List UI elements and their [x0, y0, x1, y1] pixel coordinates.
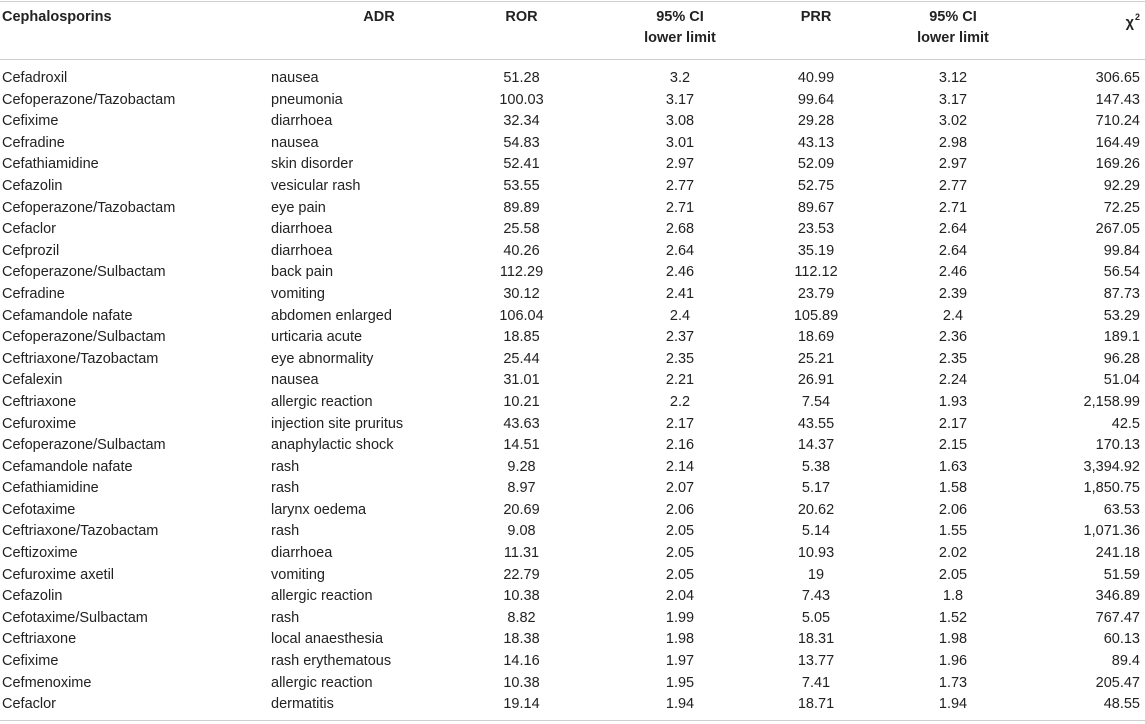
cell-ror: 20.69	[503, 501, 540, 518]
table-row	[0, 478, 1145, 500]
table-row	[0, 565, 1145, 587]
cell-ror-ci-lower: 2.37	[665, 329, 695, 346]
cell-prr: 18.69	[797, 329, 835, 346]
cell-prr: 105.89	[793, 307, 839, 324]
cell-chi-square: 1,850.75	[1083, 480, 1140, 497]
cell-ror-ci-lower: 2.21	[665, 372, 695, 389]
cell-ror-ci-lower: 2.07	[665, 480, 695, 497]
cell-prr: 25.21	[797, 350, 835, 367]
table-row	[0, 90, 1145, 112]
cell-adr: abdomen enlarged	[271, 307, 392, 324]
cell-prr-ci-lower: 2.06	[938, 501, 968, 518]
table-row	[0, 414, 1145, 436]
cell-ror: 40.26	[503, 242, 540, 259]
cell-chi-square: 63.53	[1103, 501, 1140, 518]
cell-prr-ci-lower: 2.17	[938, 415, 968, 432]
cell-ror-ci-lower: 2.77	[665, 177, 695, 194]
cell-ror-ci-lower: 1.99	[665, 609, 695, 626]
cell-chi-square: 164.49	[1095, 134, 1140, 151]
cell-prr: 18.31	[797, 631, 835, 648]
cell-ror: 8.97	[507, 480, 536, 497]
cell-drug: Cefathiamidine	[2, 480, 99, 497]
cell-prr: 7.41	[801, 674, 831, 691]
cell-ror: 25.44	[503, 350, 540, 367]
cell-prr-ci-lower: 2.24	[938, 372, 968, 389]
cell-drug: Cefixime	[2, 113, 59, 130]
cell-chi-square: 189.1	[1103, 329, 1140, 346]
cell-prr-ci-lower: 3.17	[938, 91, 968, 108]
cell-prr-ci-lower: 2.39	[938, 285, 968, 302]
cell-ror: 53.55	[503, 177, 540, 194]
cell-chi-square: 72.25	[1103, 199, 1140, 216]
cell-chi-square: 96.28	[1103, 350, 1140, 367]
cell-prr-ci-lower: 2.02	[938, 545, 968, 562]
table-row	[0, 500, 1145, 522]
cell-ror-ci-lower: 3.2	[669, 70, 691, 86]
cell-chi-square: 170.13	[1095, 437, 1140, 454]
table-row	[0, 543, 1145, 565]
table-row	[0, 521, 1145, 543]
header-prr: PRR	[753, 2, 879, 60]
cell-adr: diarrhoea	[271, 242, 333, 259]
table-row	[0, 629, 1145, 651]
cell-ror-ci-lower: 3.08	[665, 113, 695, 130]
cell-ror-ci-lower: 2.05	[665, 545, 695, 562]
cell-ror-ci-lower: 2.71	[665, 199, 695, 216]
cell-ror: 32.34	[503, 113, 540, 130]
cell-drug: Cefoperazone/Tazobactam	[2, 91, 176, 108]
cell-adr: urticaria acute	[271, 329, 363, 346]
cell-prr-ci-lower: 3.02	[938, 113, 968, 130]
cell-ror: 31.01	[503, 372, 540, 389]
table-row	[0, 306, 1145, 328]
header-cephalosporins: Cephalosporins	[0, 2, 262, 60]
cell-ror-ci-lower: 3.17	[665, 91, 695, 108]
cell-ror-ci-lower: 2.06	[665, 501, 695, 518]
cell-chi-square: 56.54	[1103, 264, 1140, 281]
table-row	[0, 457, 1145, 479]
cell-drug: Cefoperazone/Sulbactam	[2, 329, 166, 346]
cell-drug: Cefoperazone/Sulbactam	[2, 264, 166, 281]
cell-ror: 106.04	[499, 307, 544, 324]
cell-drug: Cefotaxime/Sulbactam	[2, 609, 148, 626]
cell-ror: 30.12	[503, 285, 540, 302]
cell-prr-ci-lower: 1.8	[942, 588, 964, 605]
table-row	[0, 60, 1145, 90]
cell-ror-ci-lower: 2.46	[665, 264, 695, 281]
cell-drug: Cefradine	[2, 285, 65, 302]
cell-chi-square: 89.4	[1111, 653, 1140, 670]
cell-chi-square: 51.04	[1103, 372, 1140, 389]
cell-prr-ci-lower: 2.05	[938, 566, 968, 583]
cell-prr-ci-lower: 1.52	[938, 609, 968, 626]
cell-prr-ci-lower: 1.98	[938, 631, 968, 648]
cell-prr-ci-lower: 1.73	[938, 674, 968, 691]
cell-adr: rash	[271, 458, 300, 475]
cell-prr: 5.14	[801, 523, 831, 540]
cell-prr-ci-lower: 1.58	[938, 480, 968, 497]
cell-ror: 18.85	[503, 329, 540, 346]
cell-adr: injection site pruritus	[271, 415, 404, 432]
cell-ror: 10.38	[503, 588, 540, 605]
table-row	[0, 154, 1145, 176]
cell-adr: vesicular rash	[271, 177, 361, 194]
table-row	[0, 586, 1145, 608]
table-row	[0, 133, 1145, 155]
cell-ror-ci-lower: 2.41	[665, 285, 695, 302]
cell-ror-ci-lower: 2.04	[665, 588, 695, 605]
cell-chi-square: 92.29	[1103, 177, 1140, 194]
cell-chi-square: 99.84	[1103, 242, 1140, 259]
cell-ror: 14.51	[503, 437, 540, 454]
cell-prr: 13.77	[797, 653, 835, 670]
cell-adr: vomiting	[271, 566, 325, 583]
cell-adr: rash	[271, 609, 300, 626]
cell-drug: Cefamandole nafate	[2, 458, 133, 475]
header-prr-ci-line2: lower limit	[917, 30, 989, 46]
cell-prr: 52.09	[797, 156, 835, 173]
cell-chi-square: 87.73	[1103, 285, 1140, 302]
cell-drug: Cefaclor	[2, 221, 56, 238]
cell-drug: Cefalexin	[2, 372, 63, 389]
cell-drug: Ceftriaxone	[2, 631, 77, 648]
cell-prr: 112.12	[794, 264, 838, 281]
cell-ror: 43.63	[503, 415, 540, 432]
cell-prr-ci-lower: 2.4	[942, 307, 964, 324]
cell-ror-ci-lower: 1.97	[665, 653, 695, 670]
header-row	[0, 2, 1145, 60]
table-row	[0, 219, 1145, 241]
cell-prr: 14.37	[797, 437, 835, 454]
cell-prr: 43.55	[797, 415, 835, 432]
cell-ror: 22.79	[503, 566, 540, 583]
cell-drug: Cefuroxime axetil	[2, 566, 115, 583]
cell-adr: allergic reaction	[271, 588, 373, 605]
cell-prr-ci-lower: 2.15	[938, 437, 968, 454]
cell-adr: allergic reaction	[271, 393, 373, 410]
header-chi-square	[1027, 2, 1145, 60]
cell-adr: skin disorder	[271, 156, 354, 173]
table-row	[0, 392, 1145, 414]
table-row	[0, 435, 1145, 457]
cell-prr: 5.38	[801, 458, 831, 475]
cell-prr: 43.13	[797, 134, 835, 151]
cell-adr: eye abnormality	[271, 350, 374, 367]
header-adr: ADR	[262, 2, 436, 60]
cell-adr: pneumonia	[271, 91, 343, 108]
cell-chi-square: 346.89	[1095, 588, 1140, 605]
header-prr-ci-line1: 95% CI	[929, 9, 977, 25]
cell-prr: 18.71	[753, 694, 879, 720]
cell-prr: 10.93	[797, 545, 835, 562]
cell-drug: Ceftriaxone/Tazobactam	[2, 350, 159, 367]
cell-prr: 26.91	[797, 372, 835, 389]
cell-chi-square: 306.65	[1095, 70, 1140, 86]
cell-ror: 9.28	[507, 458, 536, 475]
cell-chi-square: 710.24	[1095, 113, 1140, 130]
cell-prr-ci-lower: 3.12	[938, 70, 968, 86]
cell-chi-square: 42.5	[1111, 415, 1140, 432]
cell-drug: Cefprozil	[2, 242, 60, 259]
cell-drug: Cefathiamidine	[2, 156, 99, 173]
cell-prr: 20.62	[797, 501, 835, 518]
table-row	[0, 673, 1145, 695]
cell-chi-square: 767.47	[1095, 609, 1140, 626]
cell-prr-ci-lower: 1.55	[938, 523, 968, 540]
cell-ror: 11.31	[503, 545, 540, 562]
cell-chi-square: 267.05	[1095, 221, 1140, 238]
cell-prr: 23.79	[797, 285, 835, 302]
cell-drug: Cefmenoxime	[2, 674, 92, 691]
cell-adr: vomiting	[271, 285, 325, 302]
cell-adr: allergic reaction	[271, 674, 373, 691]
cell-drug: Ceftriaxone	[2, 393, 77, 410]
cell-chi-square: 241.18	[1095, 545, 1140, 562]
cell-adr: local anaesthesia	[271, 631, 384, 648]
cell-drug: Cefuroxime	[2, 415, 77, 432]
table-row	[0, 284, 1145, 306]
cell-chi-square: 3,394.92	[1083, 458, 1140, 475]
cell-prr: 35.19	[797, 242, 835, 259]
table-row	[0, 327, 1145, 349]
cell-ror: 10.38	[503, 674, 540, 691]
cell-ror: 100.03	[499, 91, 544, 108]
cell-chi-square: 205.47	[1095, 674, 1140, 691]
cell-ror-ci-lower: 2.68	[665, 221, 695, 238]
table-row	[0, 198, 1145, 220]
cell-prr-ci-lower: 2.64	[938, 221, 968, 238]
cell-ror: 52.41	[503, 156, 540, 173]
header-ror-ci-line1: 95% CI	[656, 9, 704, 25]
cell-prr: 99.64	[797, 91, 835, 108]
cell-prr: 23.53	[797, 221, 835, 238]
cell-prr: 89.67	[797, 199, 835, 216]
cell-ror-ci-lower: 2.2	[669, 393, 691, 410]
cell-adr: nausea	[271, 70, 319, 86]
cell-ror-ci-lower: 1.95	[665, 674, 695, 691]
header-ror-ci	[607, 2, 753, 60]
cell-ror-ci-lower: 2.14	[665, 458, 695, 475]
cell-ror: 89.89	[503, 199, 540, 216]
cell-adr: rash	[271, 480, 300, 497]
cell-prr-ci-lower: 1.93	[938, 393, 968, 410]
cell-prr: 5.17	[801, 480, 831, 497]
table-row	[0, 111, 1145, 133]
cell-ror-ci-lower: 1.98	[665, 631, 695, 648]
cell-chi-square: 48.55	[1027, 694, 1145, 720]
cell-prr-ci-lower: 2.46	[938, 264, 968, 281]
cell-prr-ci-lower: 2.98	[938, 134, 968, 151]
cell-chi-square: 53.29	[1103, 307, 1140, 324]
cell-prr: 52.75	[797, 177, 835, 194]
cell-ror-ci-lower: 2.16	[665, 437, 695, 454]
cell-ror: 8.82	[507, 609, 536, 626]
cell-ror-ci-lower: 2.35	[665, 350, 695, 367]
header-ror-ci-line2: lower limit	[644, 30, 716, 46]
cell-ror-ci-lower: 2.97	[665, 156, 695, 173]
chi-symbol: χ	[1125, 15, 1134, 31]
cell-prr-ci-lower: 2.71	[938, 199, 968, 216]
cell-adr: diarrhoea	[271, 221, 333, 238]
cell-chi-square: 147.43	[1095, 91, 1140, 108]
table-row	[0, 651, 1145, 673]
cell-ror: 25.58	[503, 221, 540, 238]
cell-ror-ci-lower: 2.17	[665, 415, 695, 432]
cell-adr: diarrhoea	[271, 545, 333, 562]
cell-drug: Cefoperazone/Tazobactam	[2, 199, 176, 216]
cell-ror-ci-lower: 2.05	[665, 566, 695, 583]
cell-adr: nausea	[271, 134, 319, 151]
cell-prr: 7.54	[801, 393, 831, 410]
table-row	[0, 241, 1145, 263]
cell-prr-ci-lower: 2.64	[938, 242, 968, 259]
cell-ror: 54.83	[503, 134, 540, 151]
cell-drug: Cefadroxil	[2, 70, 68, 86]
header-ror: ROR	[436, 2, 607, 60]
cell-prr: 19	[807, 566, 825, 583]
cell-ror-ci-lower: 3.01	[665, 134, 695, 151]
table-row	[0, 176, 1145, 198]
cell-drug: Cefradine	[2, 134, 65, 151]
cell-adr: rash	[271, 523, 300, 540]
header-prr-ci	[879, 2, 1027, 60]
cell-prr-ci-lower: 2.35	[938, 350, 968, 367]
cell-prr-ci-lower: 2.77	[938, 177, 968, 194]
cell-prr: 29.28	[797, 113, 835, 130]
cell-drug: Cefaclor	[0, 694, 262, 720]
cell-drug: Cefamandole nafate	[2, 307, 133, 324]
cell-adr: dermatitis	[262, 694, 436, 720]
cell-chi-square: 2,158.99	[1083, 393, 1140, 410]
cell-drug: Cefixime	[2, 653, 59, 670]
cell-drug: Cefoperazone/Sulbactam	[2, 437, 166, 454]
cell-prr: 5.05	[801, 609, 831, 626]
cell-drug: Ceftriaxone/Tazobactam	[2, 523, 159, 540]
cell-drug: Cefazolin	[2, 177, 63, 194]
cell-chi-square: 51.59	[1103, 566, 1140, 583]
cell-ror-ci-lower: 2.05	[665, 523, 695, 540]
cell-chi-square: 1,071.36	[1083, 523, 1140, 540]
table-header	[0, 2, 1145, 60]
cell-prr-ci-lower: 2.36	[938, 329, 968, 346]
cell-ror: 51.28	[503, 70, 540, 86]
cell-prr-ci-lower: 1.94	[879, 694, 1027, 720]
cell-adr: diarrhoea	[271, 113, 333, 130]
cell-adr: rash erythematous	[271, 653, 392, 670]
cell-adr: nausea	[271, 372, 319, 389]
cell-adr: eye pain	[271, 199, 326, 216]
adr-signal-table	[0, 1, 1145, 721]
cell-ror-ci-lower: 1.94	[607, 694, 753, 720]
cell-prr-ci-lower: 1.63	[938, 458, 968, 475]
cell-ror-ci-lower: 2.4	[669, 307, 691, 324]
table-row	[0, 370, 1145, 392]
cell-ror: 112.29	[499, 264, 544, 281]
cell-chi-square: 60.13	[1103, 631, 1140, 648]
cell-ror: 14.16	[503, 653, 540, 670]
cell-adr: larynx oedema	[271, 501, 367, 518]
cell-prr: 7.43	[801, 588, 831, 605]
cell-ror: 10.21	[503, 393, 540, 410]
cell-chi-square: 169.26	[1095, 156, 1140, 173]
cell-prr-ci-lower: 2.97	[938, 156, 968, 173]
cell-drug: Ceftizoxime	[2, 545, 78, 562]
table-row	[0, 349, 1145, 371]
cell-ror: 18.38	[503, 631, 540, 648]
table-row	[0, 608, 1145, 630]
table-row	[0, 694, 1145, 720]
cell-prr: 40.99	[797, 70, 835, 86]
chi-superscript: 2	[1134, 12, 1140, 22]
cell-drug: Cefazolin	[2, 588, 63, 605]
cell-prr-ci-lower: 1.96	[938, 653, 968, 670]
cell-ror-ci-lower: 2.64	[665, 242, 695, 259]
cell-ror: 9.08	[507, 523, 536, 540]
cell-adr: back pain	[271, 264, 334, 281]
table-row	[0, 262, 1145, 284]
cell-adr: anaphylactic shock	[271, 437, 394, 454]
cell-drug: Cefotaxime	[2, 501, 76, 518]
table-body	[0, 60, 1145, 721]
cell-ror: 19.14	[436, 694, 607, 720]
